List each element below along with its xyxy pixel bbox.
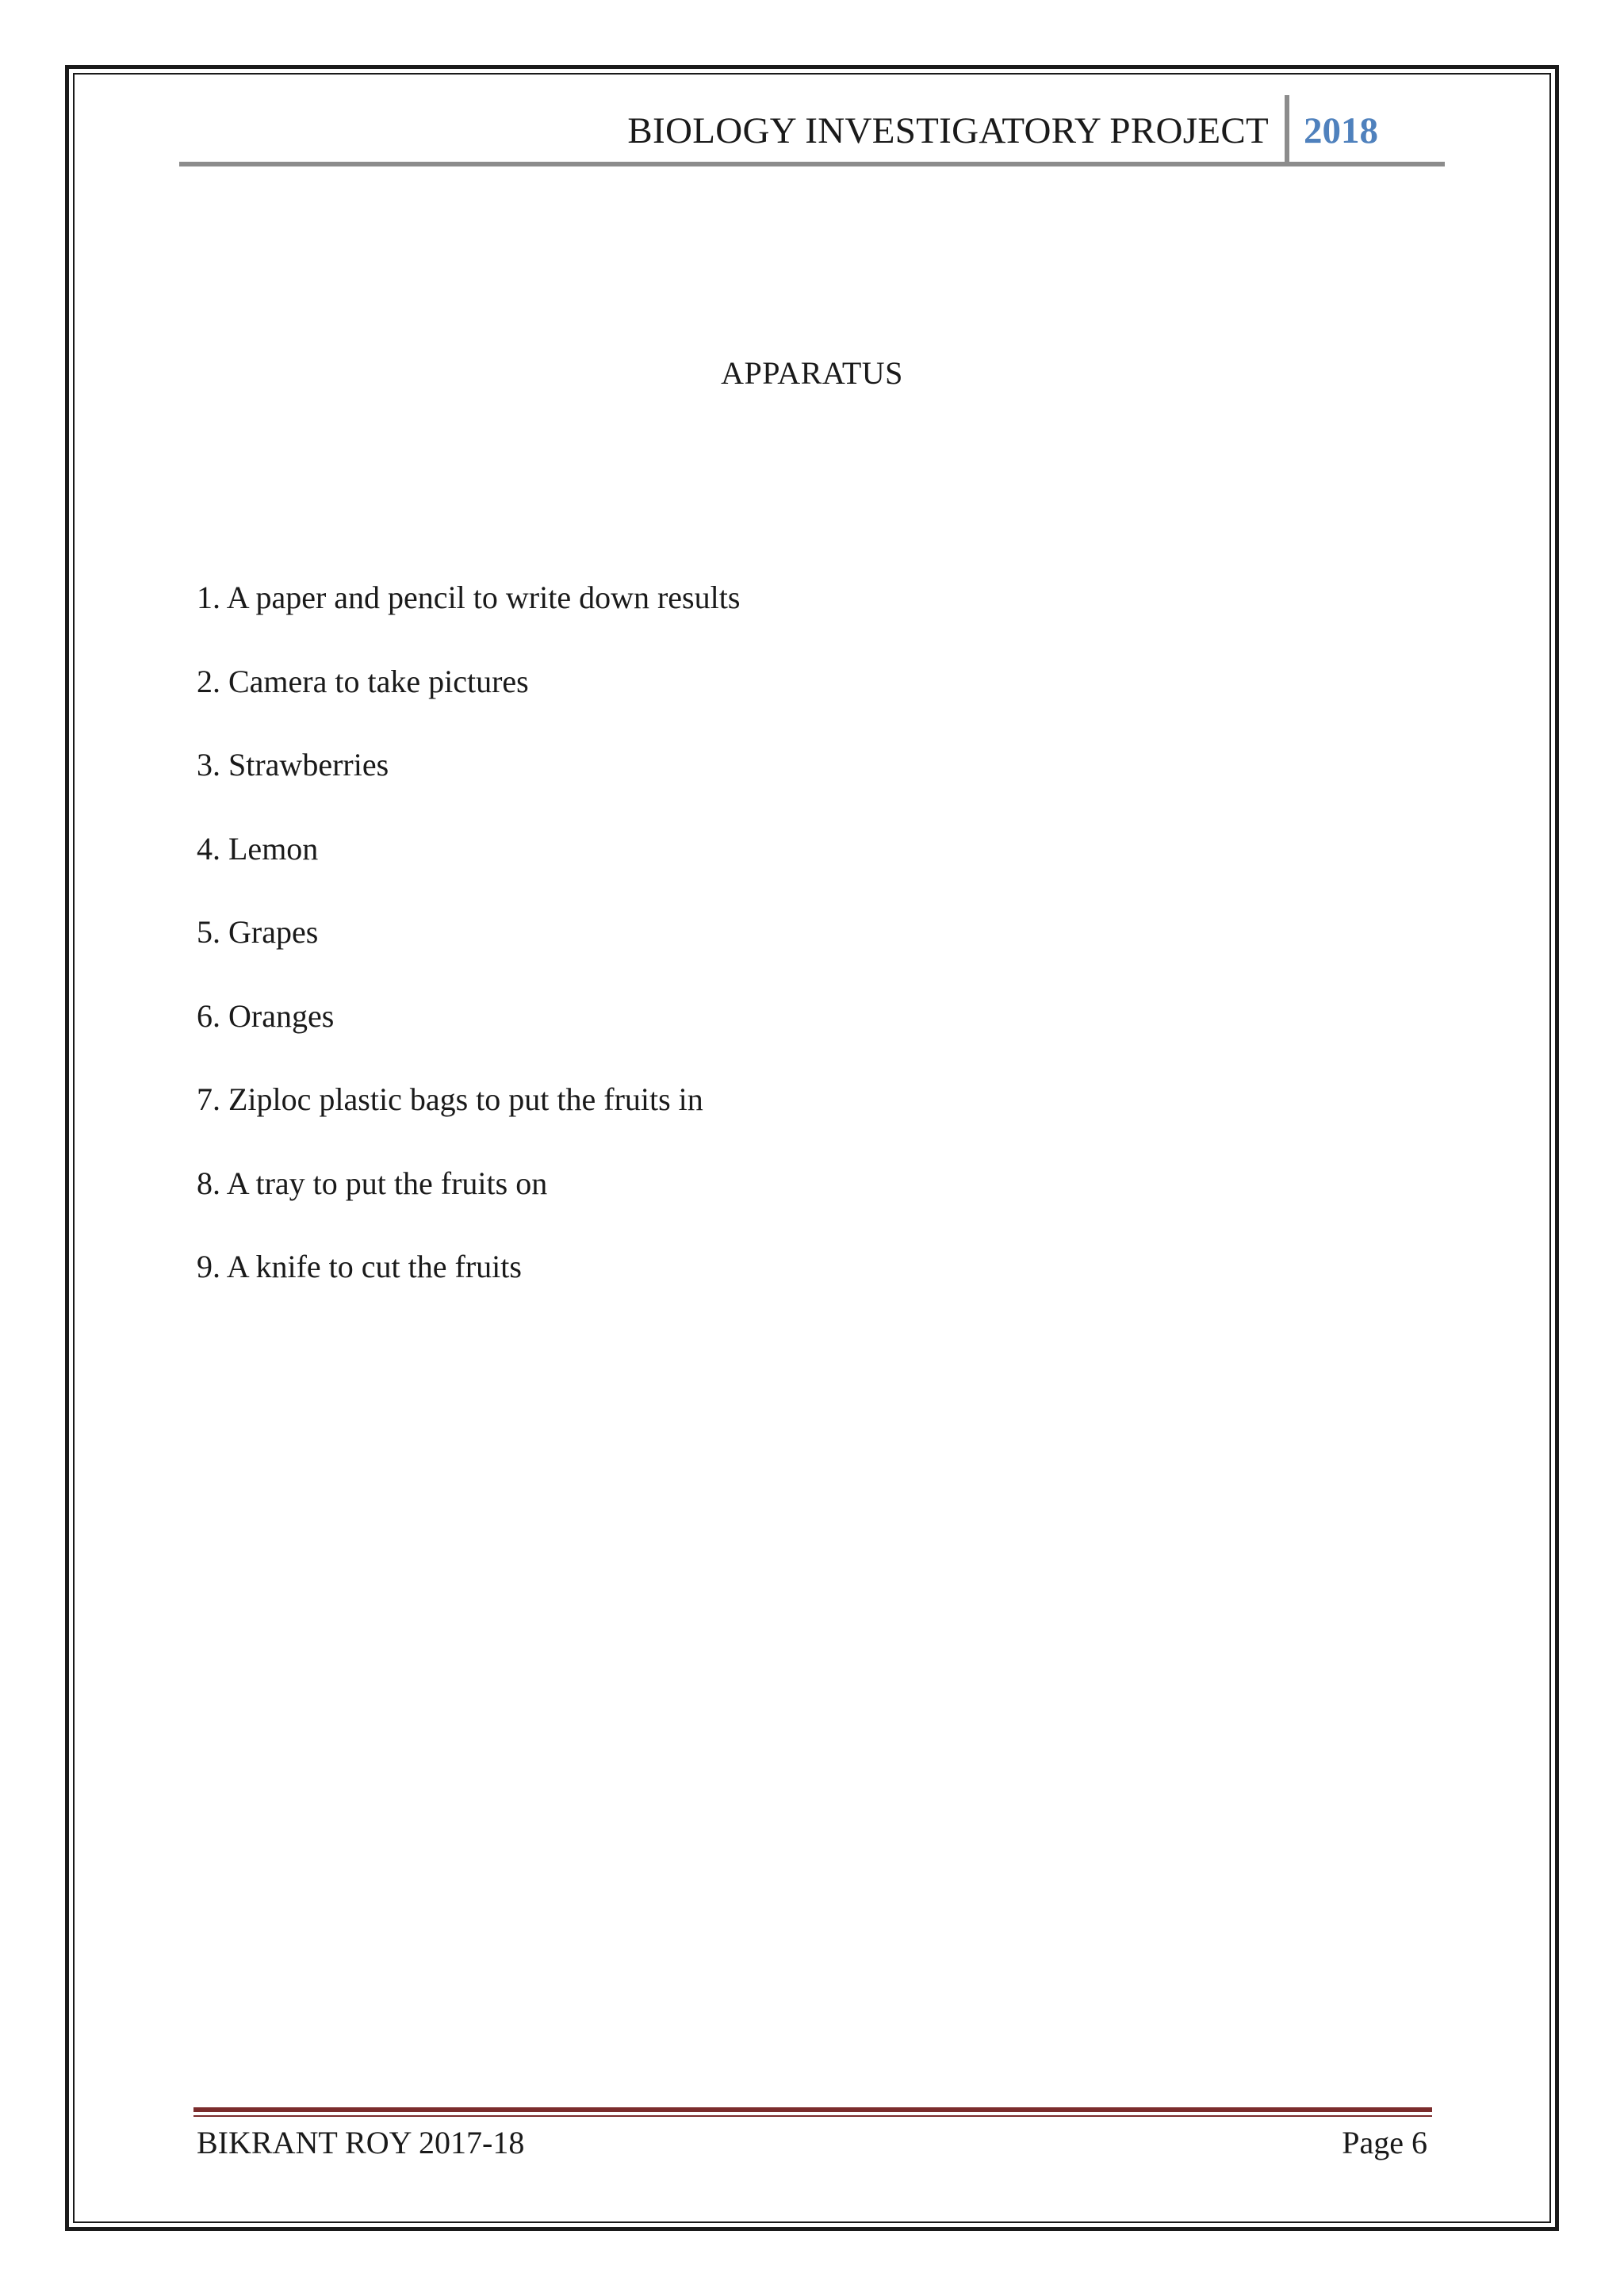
header-title: BIOLOGY INVESTIGATORY PROJECT: [627, 110, 1269, 151]
apparatus-item: 7. Ziploc plastic bags to put the fruits in: [197, 1081, 703, 1117]
apparatus-item: 1. A paper and pencil to write down results: [197, 580, 741, 615]
header-rule: [179, 162, 1445, 166]
apparatus-item: 6. Oranges: [197, 997, 335, 1034]
footer-rule-thin: [193, 2115, 1432, 2117]
page-header: [179, 95, 1445, 166]
apparatus-item: 9. A knife to cut the fruits: [197, 1249, 522, 1284]
footer-rule-thick: [193, 2107, 1432, 2112]
header-divider: [1285, 95, 1289, 165]
apparatus-item: 2. Camera to take pictures: [197, 663, 529, 699]
header-year: 2018: [1304, 110, 1378, 151]
section-heading: APPARATUS: [721, 355, 903, 391]
apparatus-item: 5. Grapes: [197, 914, 319, 950]
apparatus-item: 3. Strawberries: [197, 747, 389, 783]
apparatus-item: 4. Lemon: [197, 830, 319, 867]
footer-author: BIKRANT ROY 2017-18: [197, 2125, 525, 2160]
apparatus-item: 8. A tray to put the fruits on: [197, 1165, 548, 1201]
footer-page-number: Page 6: [1342, 2125, 1427, 2160]
apparatus-list: [197, 577, 1386, 1330]
